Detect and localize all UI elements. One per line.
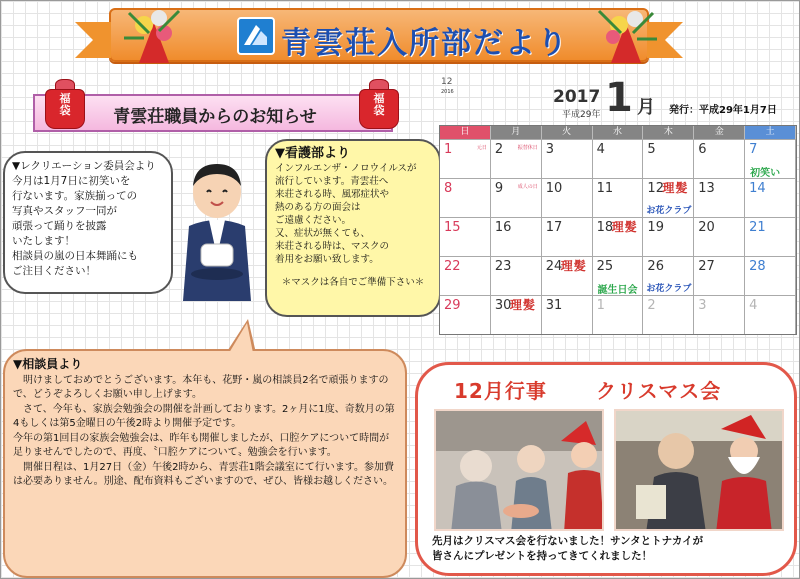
day-number: 4 xyxy=(749,298,758,313)
staff-notice-bar xyxy=(33,94,393,132)
day-number: 11 xyxy=(596,181,614,196)
calendar-day-cell xyxy=(593,256,644,295)
calendar-day-cell xyxy=(440,217,491,256)
weekday-header: 水 xyxy=(593,126,644,139)
day-number: 31 xyxy=(545,298,563,313)
nursing-body: インフルエンザ・ノロウイルスが 流行しています。青雲荘へ 来荘される時、風邪症状や 熱のある方の面会は ご遠慮ください。 又、症状が無くても、 来荘される時は、マスクの 着用をお願い致します。 xyxy=(275,163,417,265)
calendar-event: お花クラブ xyxy=(646,206,692,216)
calendar-event: 誕生日会 xyxy=(597,285,638,296)
calendar-day-cell xyxy=(440,295,491,334)
calendar-day-cell xyxy=(542,217,593,256)
calendar-day-cell xyxy=(593,139,644,178)
calendar-day-cell xyxy=(491,178,542,217)
staff-notice-title: 青雲荘職員からのお知らせ xyxy=(113,107,317,127)
day-number: 8 xyxy=(444,181,453,196)
christmas-photo-santa xyxy=(614,409,784,531)
day-number: 16 xyxy=(494,220,512,235)
day-number: 17 xyxy=(545,220,563,235)
weekday-header: 月 xyxy=(491,126,542,139)
day-number: 3 xyxy=(545,142,554,157)
calendar-day-cell xyxy=(643,256,694,295)
day-number: 20 xyxy=(698,220,715,235)
weekday-header: 火 xyxy=(542,126,593,139)
day-number: 21 xyxy=(749,220,766,235)
calendar-event: 理髪 xyxy=(611,220,638,234)
day-number: 22 xyxy=(444,259,461,274)
weekday-header: 金 xyxy=(694,126,745,139)
day-number: 2 xyxy=(494,142,504,157)
day-number: 10 xyxy=(545,181,563,196)
calendar-day-cell xyxy=(694,139,745,178)
day-number: 2 xyxy=(647,298,656,313)
calendar-month-label: 月 xyxy=(637,97,655,118)
christmas-caption: 先月はクリスマス会を行ないました！サンタとトナカイが 皆さんにプレゼントを持ってきてくれました！ xyxy=(432,535,704,562)
calendar-event: 理髪 xyxy=(560,259,587,273)
calendar-day-cell xyxy=(542,178,593,217)
new-year-decoration-icon xyxy=(591,3,661,73)
day-number: 27 xyxy=(698,259,715,274)
christmas-report xyxy=(415,362,797,576)
speech-tail-fill xyxy=(229,323,253,353)
calendar-event: 初笑い xyxy=(750,168,781,179)
day-number: 26 xyxy=(647,259,664,274)
holiday-note: 成人の日 xyxy=(517,184,538,190)
day-number: 24 xyxy=(545,259,563,274)
lucky-bag-icon xyxy=(43,79,87,129)
calendar-day-cell xyxy=(745,256,796,295)
day-number: 4 xyxy=(596,142,605,157)
day-number: 12 xyxy=(647,181,664,196)
weekday-header: 日 xyxy=(440,126,491,139)
mini-calendar xyxy=(441,79,509,119)
calendar-day-cell xyxy=(491,217,542,256)
calendar-day-cell xyxy=(491,256,542,295)
day-number: 29 xyxy=(444,298,461,313)
counselor-heading: ▼相談員より xyxy=(13,357,83,371)
calendar-era: 平成29年 xyxy=(562,110,601,120)
calendar-day-cell xyxy=(440,139,491,178)
calendar-day-cell xyxy=(593,217,644,256)
calendar-day-cell xyxy=(593,178,644,217)
day-number: 18 xyxy=(596,220,614,235)
recreation-text: ▼レクリエーション委員会より 今月は1月7日に初笑いを 行ないます。家族揃っての 写真やスタッフ一同が 頑張って踊りを披露 いたします！ 相談員の嵐の日本舞踊にも ご注目ください！ xyxy=(12,160,156,277)
day-number: 25 xyxy=(596,259,614,274)
holiday-note: 元日 xyxy=(476,145,487,151)
day-number: 23 xyxy=(494,259,512,274)
day-number: 6 xyxy=(698,142,707,157)
calendar-day-cell xyxy=(491,295,542,334)
recreation-notice xyxy=(3,151,173,294)
day-number: 15 xyxy=(444,220,461,235)
issue-date: 発行：平成29年1月7日 xyxy=(669,105,777,116)
calendar-day-cell xyxy=(491,139,542,178)
calendar-day-cell xyxy=(745,139,796,178)
lucky-bag-icon xyxy=(357,79,401,129)
lucky-bag-label: 福袋 xyxy=(59,92,71,117)
calendar-year: 2017 xyxy=(553,87,601,107)
day-number: 1 xyxy=(444,142,453,157)
calendar-event: 理髪 xyxy=(509,298,536,312)
weekday-header: 木 xyxy=(643,126,694,139)
holiday-note: 振替休日 xyxy=(517,145,538,151)
calendar-day-cell xyxy=(542,256,593,295)
header-banner xyxy=(109,8,649,62)
day-number: 13 xyxy=(698,181,715,196)
january-calendar xyxy=(439,125,797,335)
calendar-day-cell xyxy=(745,178,796,217)
calendar-day-cell xyxy=(694,256,745,295)
newsletter-title: 青雲荘入所部だより xyxy=(281,26,569,61)
mini-calendar-year: 2016 xyxy=(441,89,454,95)
day-number: 7 xyxy=(749,142,758,157)
christmas-title-event: クリスマス会 xyxy=(596,379,722,403)
calendar-month-number: 1 xyxy=(605,75,633,121)
calendar-day-cell xyxy=(542,139,593,178)
lucky-bag-label: 福袋 xyxy=(373,92,385,117)
calendar-day-cell xyxy=(694,178,745,217)
calendar-day-cell xyxy=(542,295,593,334)
facility-logo xyxy=(237,17,275,55)
calendar-day-cell xyxy=(694,217,745,256)
calendar-event: 理髪 xyxy=(662,181,689,195)
calendar-day-cell xyxy=(593,295,644,334)
day-number: 1 xyxy=(596,298,605,313)
calendar-day-cell xyxy=(643,139,694,178)
calendar-event: お花クラブ xyxy=(646,284,692,294)
calendar-day-cell xyxy=(745,217,796,256)
nursing-mask-note: ＊マスクは各自でご準備下さい＊ xyxy=(281,277,425,288)
logo-mark-icon xyxy=(239,19,273,53)
day-number: 14 xyxy=(749,181,766,196)
day-number: 30 xyxy=(494,298,512,313)
calendar-day-cell xyxy=(643,295,694,334)
christmas-title-month: 12月行事 xyxy=(454,379,547,403)
counselor-notice xyxy=(3,349,407,578)
christmas-photo-residents xyxy=(434,409,604,531)
calendar-day-cell xyxy=(694,295,745,334)
new-year-decoration-icon xyxy=(119,3,189,73)
nursing-notice xyxy=(265,139,441,317)
nursing-heading: ▼看護部より xyxy=(275,146,350,161)
calendar-day-cell xyxy=(643,217,694,256)
day-number: 9 xyxy=(494,181,504,196)
calendar-day-cell xyxy=(745,295,796,334)
calendar-day-cell xyxy=(440,178,491,217)
day-number: 5 xyxy=(647,142,656,157)
counselor-body: 明けましておめでとうございます。本年も、花野・嵐の相談員2名で頑張りますので、どうぞよろしくお願い申し上げます。 さて、今年も、家族会勉強会の開催を計画しております。2ヶ月に1度、奇数月の第4もしくは第5金曜日の午後2時より開催予定です。 今年の第1回目の家族会勉強会は、昨年も開催しましたが、口腔ケアについて時間が足りませんでしたので、再度、〝口腔ケアについて〟勉強会を行います。 開催日程は、1月27日（金）午後2時から、青雲荘1階会議室にて行います。参加費は必要ありません。別途、配布資料もございますので、ぜひ、皆様お越しください。 xyxy=(13,374,395,487)
day-number: 3 xyxy=(698,298,707,313)
day-number: 28 xyxy=(749,259,766,274)
day-number: 19 xyxy=(647,220,664,235)
mini-calendar-month: 12 xyxy=(441,77,453,87)
calendar-day-cell xyxy=(643,178,694,217)
calendar-day-cell xyxy=(440,256,491,295)
weekday-header: 土 xyxy=(745,126,796,139)
kimono-man-illustration xyxy=(171,156,263,301)
